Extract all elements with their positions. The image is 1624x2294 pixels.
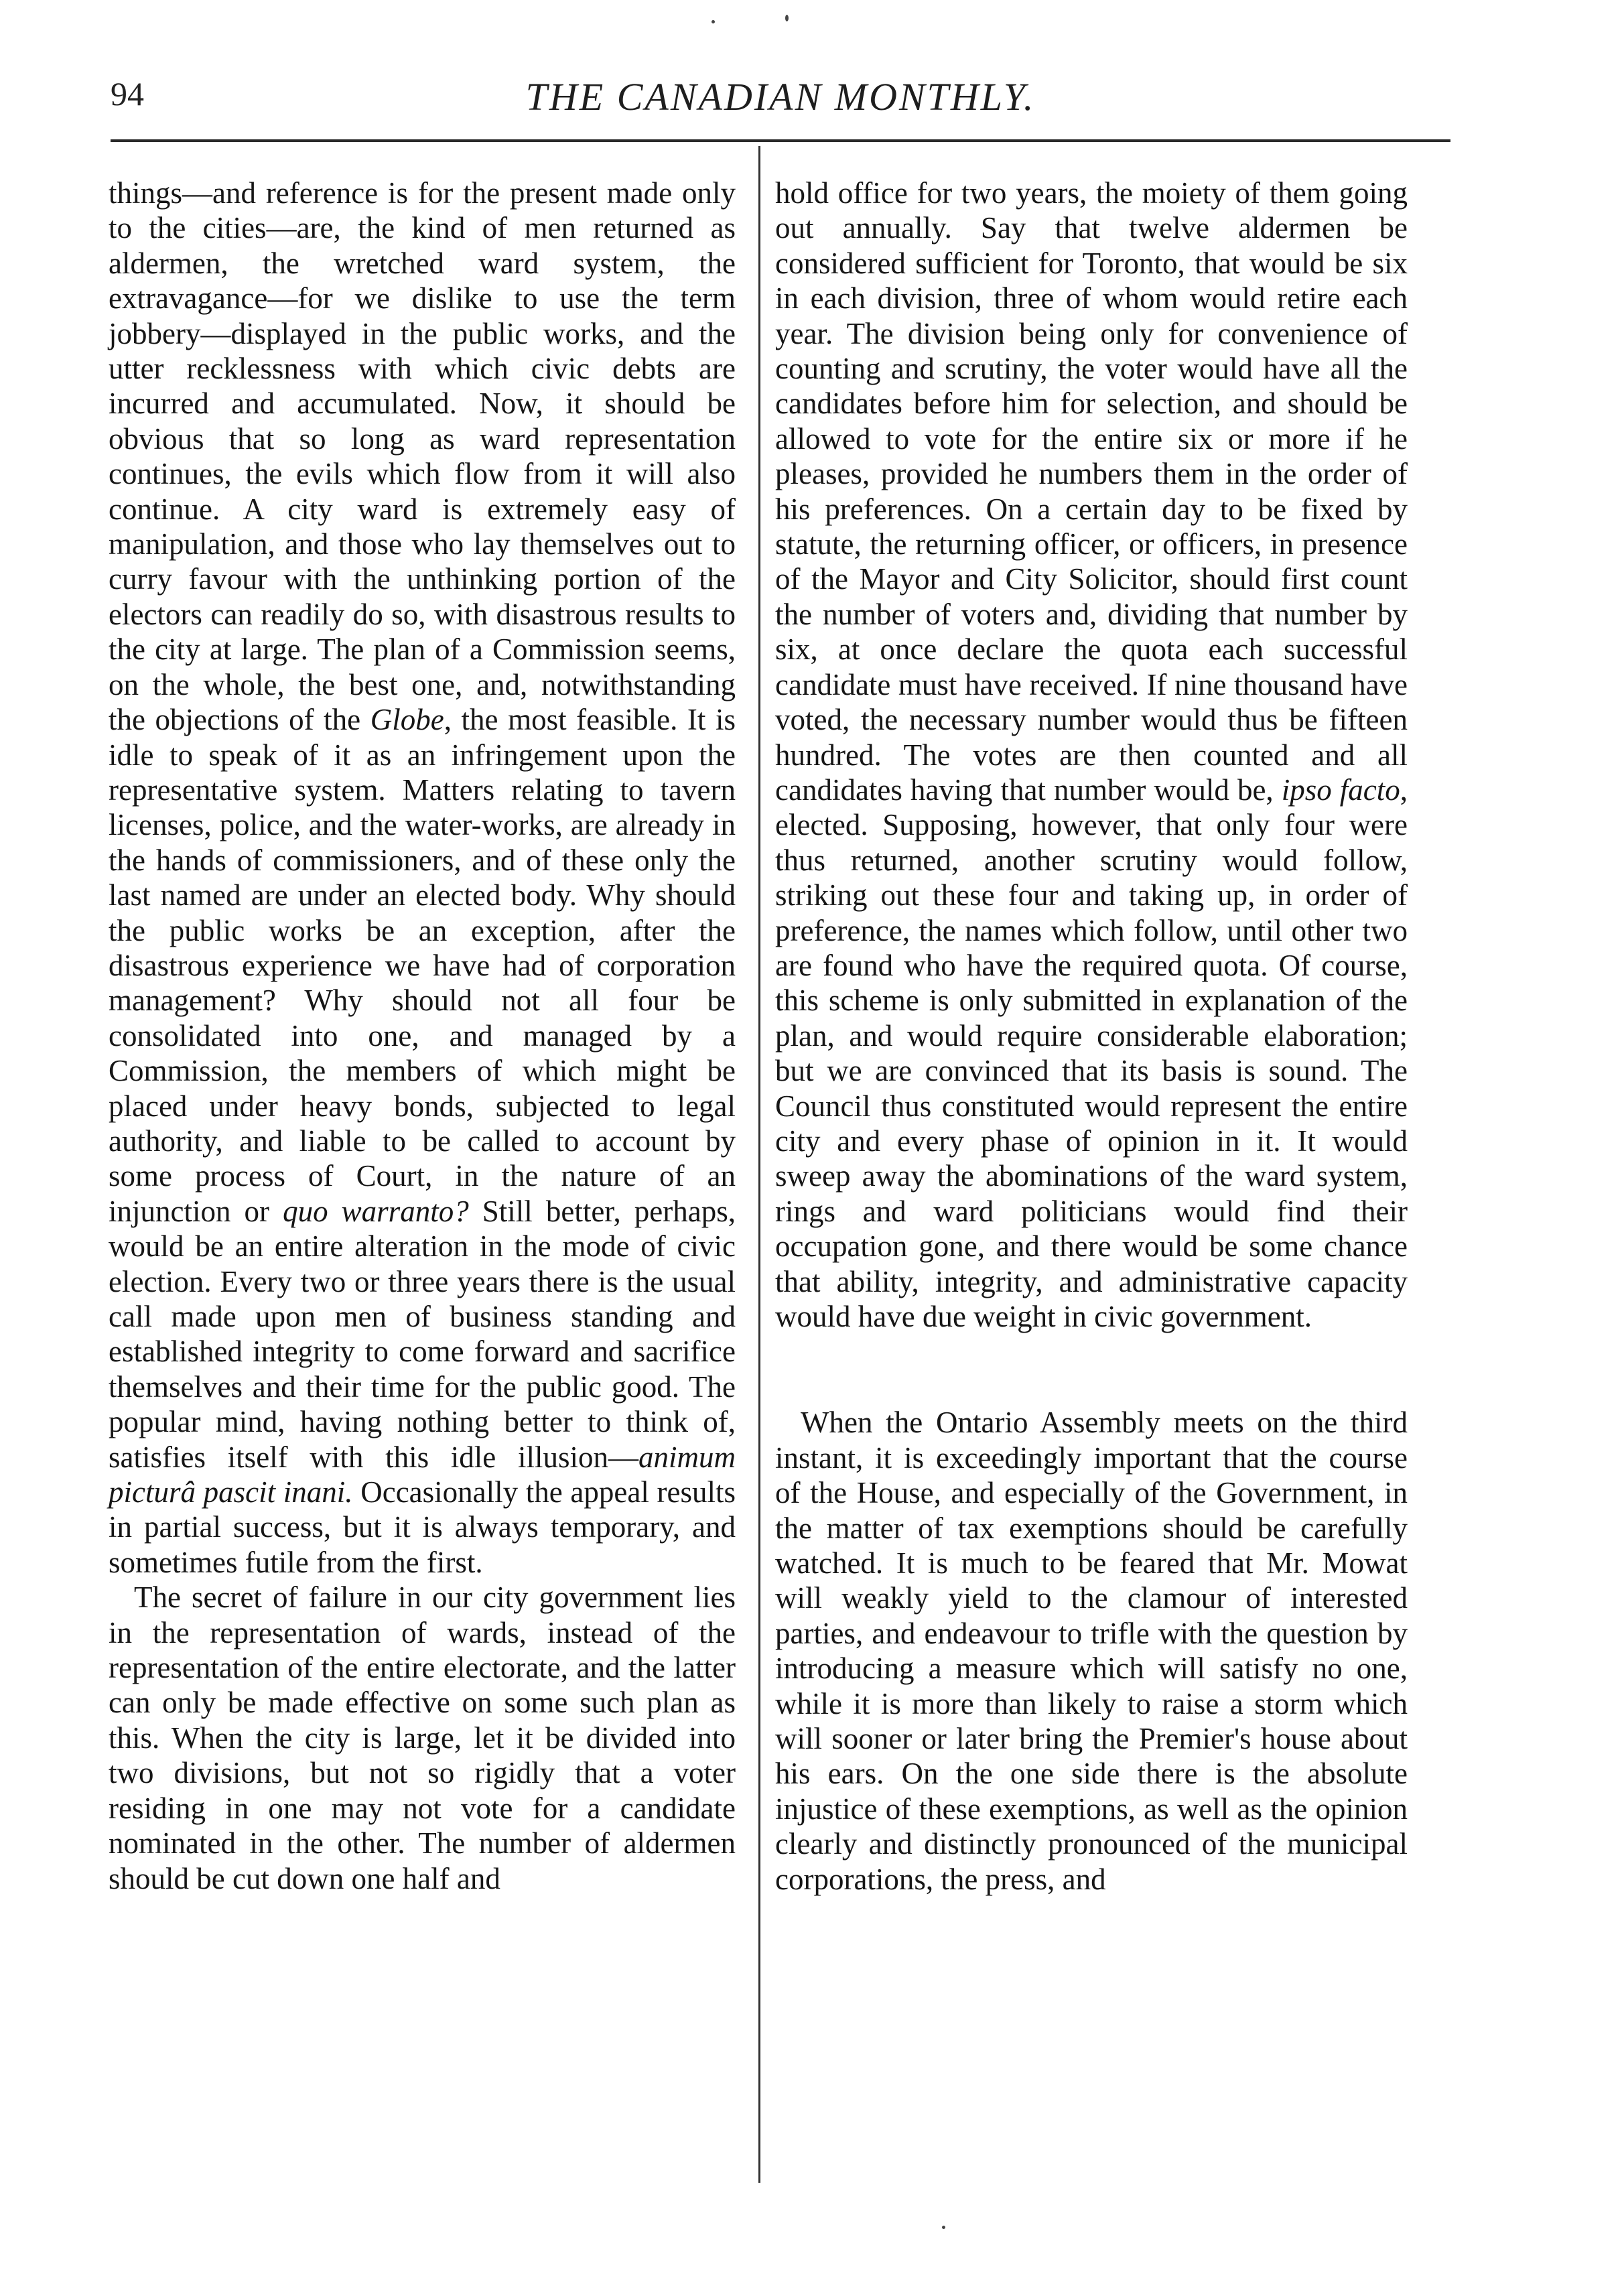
right-paragraph-1: hold office for two years, the moiety of them going out annually. Say that twelve aldermen be considered sufficient for Toronto, that would be six in each division, three of whom would retire each year. The division being only for convenience of counting and scrutiny, the voter would have all the candidates before him for selection, and should be allowed to vote for the entire six or more if he pleases, provided he numbers them in the order of his preferences. On a certain day to be fixed by statute, the returning officer, or officers, in presence of the Mayor and City Solicitor, should first count the number of voters and, dividing that number by six, at once declare the quota each successful candidate must have received. If nine thousand have voted, the necessary number would thus be fifteen hundred. The votes are then counted and all candidates having that number would be, ipso facto, elected. Supposing, however, that only four were thus returned, another scrutiny would follow, striking out these four and taking up, in order of preference, the names which follow, until other two are found who have the required quota. Of course, this scheme is only submitted in explanation of the plan, and would require considerable elaboration; but we are convinced that its basis is sound. The Council thus constituted would represent the entire city and every phase of opinion in it. It would sweep away the abominations of the ward system, rings and ward politicians would find their occupation gone, and there would be some chance that ability, integrity, and administrative capacity would have due weight in civic government. <box>775 176 1408 1333</box>
left-paragraph-1: things—and reference is for the present made only to the cities—are, the kind of men returned as aldermen, the wretched ward system, the extravagance—for we dislike to use the term jobbery—displayed in the public works, and the utter recklessness with which civic debts are incurred and accumulated. Now, it should be obvious that so long as ward representation continues, the evils which flow from it will also continue. A city ward is extremely easy of manipulation, and those who lay themselves out to curry favour with the unthinking portion of the electors can readily do so, with disastrous results to the city at large. The plan of a Commission seems, on the whole, the best one, and, notwithstanding the objections of the Globe, the most feasible. It is idle to speak of it as an infringement upon the representative system. Matters relating to tavern licenses, police, and the water-works, are already in the hands of commissioners, and of these only the last named are under an elected body. Why should the public works be an exception, after the disastrous experience we have had of corporation management? Why should not all four be consolidated into one, and managed by a Commission, the members of which might be placed under heavy bonds, subjected to legal authority, and liable to be called to account by some process of Court, in the nature of an injunction or quo warranto? Still better, perhaps, would be an entire alteration in the mode of civic election. Every two or three years there is the usual call made upon men of business standing and established integrity to come forward and sacrifice themselves and their time for the public good. The popular mind, having nothing better to think of, satisfies itself with this idle illusion—animum picturâ pascit inani. Occasionally the appeal results in partial success, but it is always temporary, and sometimes futile from the first. <box>109 176 736 1579</box>
ipso-facto-italic: ipso facto <box>1281 772 1400 807</box>
quo-warranto-italic: quo warranto? <box>283 1194 469 1228</box>
left-column <box>109 176 736 1896</box>
header-rule <box>111 139 1450 142</box>
print-speck <box>712 20 715 23</box>
right-paragraph-2: When the Ontario Assembly meets on the third instant, it is exceedingly important that the course of the House, and especially of the Government, in the matter of tax exemptions should be carefully watched. It is much to be feared that Mr. Mowat will weakly yield to the clamour of interested parties, and endeavour to trifle with the question by introducing a measure which will satisfy no one, while it is more than likely to raise a storm which will sooner or later bring the Premier's house about his ears. On the one side there is the absolute injustice of these exemptions, as well as the opinion clearly and distinctly pronounced of the municipal corporations, the press, and <box>775 1406 1408 1896</box>
column-divider <box>758 146 760 2183</box>
latin-quote-italic: animum picturâ pascit inani. <box>109 1440 736 1509</box>
right-column <box>775 176 1408 1897</box>
left-paragraph-2: The secret of failure in our city government lies in the representation of wards, instead of the representation of the entire electorate, and the latter can only be made effective on some such plan as this. When the city is large, let it be divided into two divisions, but not so rigidly that a voter residing in one may not vote for a candidate nominated in the other. The number of aldermen should be cut down one half and <box>109 1580 736 1895</box>
running-title: THE CANADIAN MONTHLY. <box>525 75 1036 119</box>
page-number: 94 <box>111 75 144 113</box>
print-speck <box>942 2226 945 2229</box>
globe-italic: Globe <box>370 703 444 737</box>
print-speck <box>785 15 789 21</box>
page-header <box>111 64 1450 117</box>
